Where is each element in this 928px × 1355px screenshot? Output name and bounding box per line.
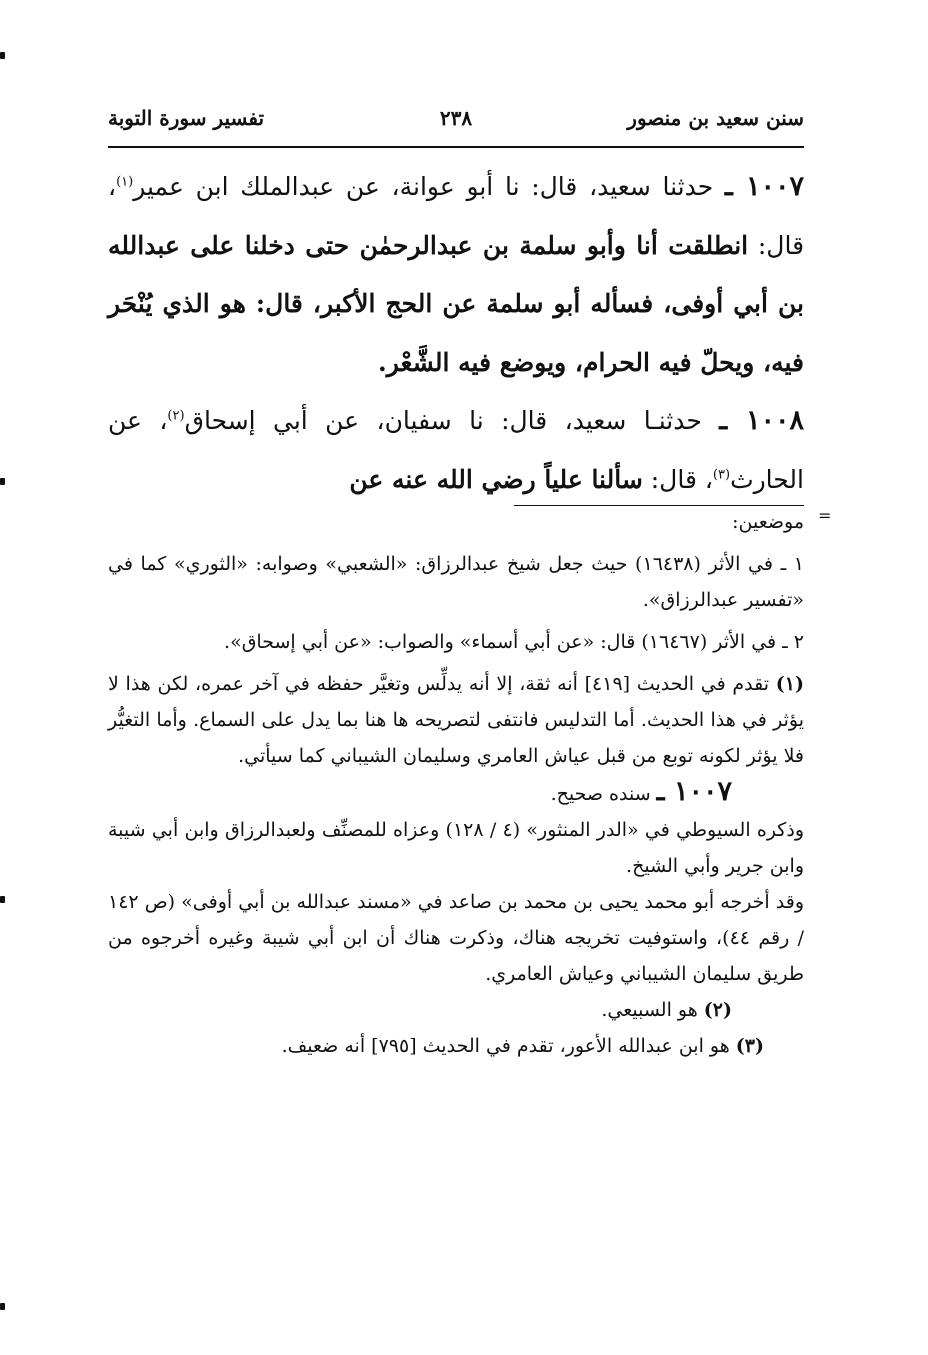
footnote-intro: موضعين: xyxy=(732,511,804,533)
takhrij-text: سنده صحيح. xyxy=(550,783,651,805)
takhrij-paragraph: وقد أخرجه أبو محمد يحيى بن محمد بن صاعد في «مسند عبدالله بن أبي أوفى» (ص ١٤٢ / رقم ٤٤)، واستوفيت تخريجه هناك، وذكرت هناك أن ابن أبي شيبة وغيره أخرجوه من طريق سليمان الشيباني وعياش العامري. xyxy=(108,891,805,985)
running-header xyxy=(108,98,804,138)
hadith-text: انطلقت أنا وأبو سلمة بن عبدالرحمٰن حتى دخلنا على عبدالله بن أبي أوفى، فسأله أبو سلمة عن الحج الأكبر، قال: هو الذي يُنْحَر فيه، ويحلّ فيه الحرام، ويوضع فيه الشَّعْر. xyxy=(108,230,804,377)
footnote-item: ١ ـ في الأثر (١٦٤٣٨) حيث جعل شيخ عبدالرزاق: «الشعبي» وصوابه: «الثوري» كما في «تفسير عبدالرزاق». xyxy=(108,553,804,611)
takhrij-paragraph: وذكره السيوطي في «الدر المنثور» (٤ / ١٢٨) وعزاه للمصنِّف ولعبدالرزاق وابن أبي شيبة وابن جرير وأبي الشيخ. xyxy=(108,819,804,877)
footnotes xyxy=(108,504,804,1064)
footnote-1 xyxy=(108,666,804,774)
hadith-1008 xyxy=(108,392,804,509)
scan-margin-mark xyxy=(0,478,5,485)
takhrij-1007 xyxy=(108,774,804,812)
book-title: سنن سعيد بن منصور xyxy=(627,106,804,130)
hadith-chain-end: ، قال: xyxy=(650,464,713,494)
hadith-chain: حدثنـا سعيد، قال: نا سفيان، عن أبي إسحاق xyxy=(184,406,702,435)
hadith-number: ١٠٠٨ ـ xyxy=(719,405,804,436)
hadith-number: ١٠٠٧ ـ xyxy=(724,171,804,202)
footnote-item: ٢ ـ في الأثر (١٦٤٦٧) قال: «عن أبي أسماء» والصواب: «عن أبي إسحاق». xyxy=(224,631,804,653)
footnote-number: (١) xyxy=(775,673,805,695)
section-title: تفسير سورة التوبة xyxy=(108,106,265,130)
footnote-ref: (١) xyxy=(116,174,134,190)
hadith-chain-end: ، قال: xyxy=(108,172,805,260)
scan-margin-mark xyxy=(0,1303,5,1310)
scan-margin-mark xyxy=(0,52,5,59)
scan-margin-mark xyxy=(0,896,5,903)
footnote-number: (٣) xyxy=(735,1035,764,1057)
page-number: ٢٣٨ xyxy=(439,106,473,130)
footnote-number: (٢) xyxy=(703,999,732,1021)
hadith-text: سألنا علياً رضي الله عنه عن xyxy=(349,464,643,494)
footnote-2 xyxy=(108,992,804,1028)
footnote-text: هو ابن عبدالله الأعور، تقدم في الحديث [٧٩٥] أنه ضعيف. xyxy=(281,1035,730,1057)
header-rule xyxy=(108,146,804,148)
footnote-ref: (٢) xyxy=(167,408,185,424)
hadith-number: ١٠٠٧ ـ xyxy=(656,776,732,807)
hadith-chain-mid: ، عن الحارث xyxy=(108,406,804,494)
footnote-ref: (٣) xyxy=(712,467,731,483)
hadith-chain: حدثنا سعيد، قال: نا أبو عوانة، عن عبدالملك ابن عمير xyxy=(133,172,714,201)
main-text xyxy=(108,158,804,509)
hadith-1007 xyxy=(108,158,804,392)
continuation-mark: = xyxy=(818,506,832,525)
footnote-text: هو السبيعي. xyxy=(601,999,698,1021)
footnote-3 xyxy=(108,1028,804,1064)
footnote-text: تقدم في الحديث [٤١٩] أنه ثقة، إلا أنه يدلِّس وتغيَّر حفظه في آخر عمره، لكن هذا لا يؤثر في هذا الحديث. أما التدليس فانتفى لتصريحه ها هنا بما يدل على السماع. وأما التغيُّر فلا يؤثر لكونه توبع من قبل عياش العامري وسليمان الشيباني كما سيأتي. xyxy=(108,673,804,767)
